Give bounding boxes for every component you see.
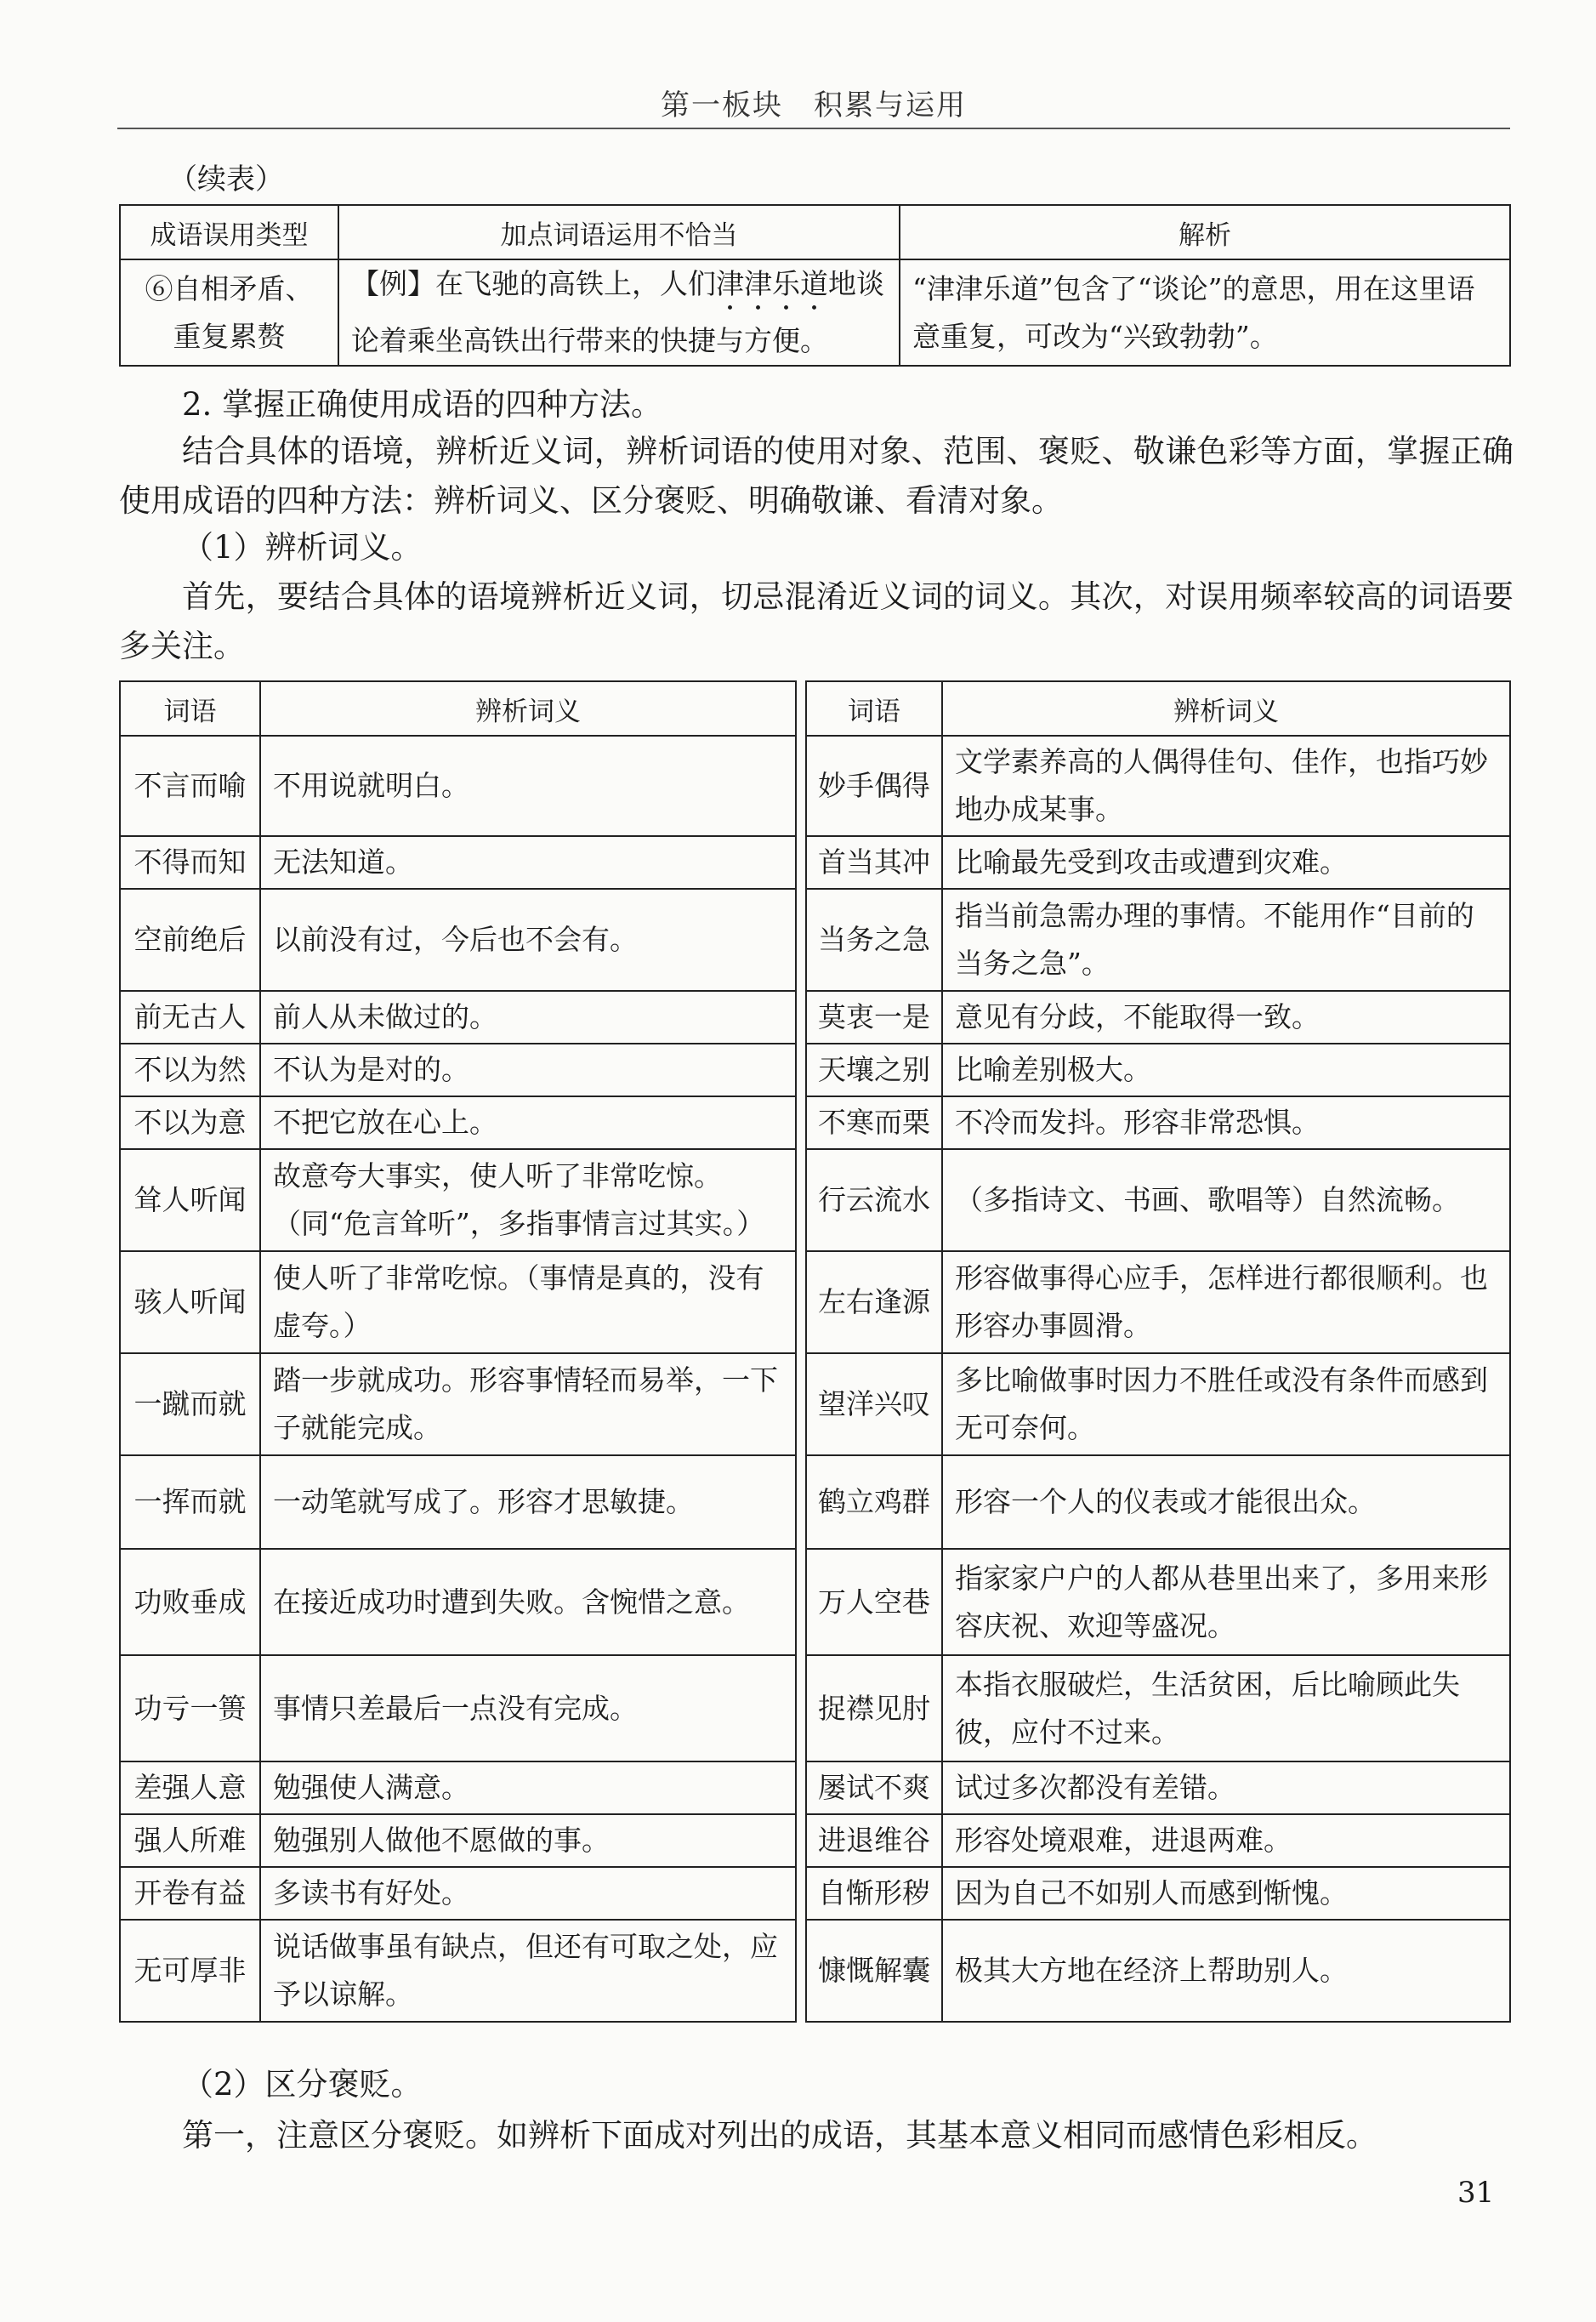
table-header-row bbox=[120, 205, 1510, 259]
idiom-meaning: 形容做事得心应手，怎样进行都很顺利。也形容办事圆滑。 bbox=[942, 1251, 1510, 1353]
idiom-word: 骇人听闻 bbox=[120, 1251, 260, 1353]
idiom-meaning-table bbox=[119, 680, 1511, 2023]
table-row bbox=[120, 1761, 1510, 1814]
idiom-word: 开卷有益 bbox=[120, 1867, 260, 1920]
idiom-meaning: 事情只差最后一点没有完成。 bbox=[260, 1655, 796, 1761]
idiom-word: 望洋兴叹 bbox=[806, 1353, 942, 1455]
idiom-word: 鹤立鸡群 bbox=[806, 1455, 942, 1549]
paragraph: 首先，要结合具体的语境辨析近义词，切忌混淆近义词的词义。其次，对误用频率较高的词语要多关注。 bbox=[119, 578, 1514, 664]
table-row bbox=[120, 1655, 1510, 1761]
column-header: 词语 bbox=[806, 681, 942, 736]
idiom-word: 一挥而就 bbox=[120, 1455, 260, 1549]
section-heading: 2. 掌握正确使用成语的四种方法。 bbox=[182, 386, 663, 423]
paragraph: 结合具体的语境，辨析近义词，辨析词语的使用对象、范围、褒贬、敬谦色彩等方面，掌握正确使用成语的四种方法：辨析词义、区分褒贬、明确敬谦、看清对象。 bbox=[119, 433, 1514, 519]
idiom-word: 功亏一篑 bbox=[120, 1655, 260, 1761]
idiom-meaning: 一动笔就写成了。形容才思敏捷。 bbox=[260, 1455, 796, 1549]
idiom-word: 不寒而栗 bbox=[806, 1096, 942, 1149]
column-header: 成语误用类型 bbox=[120, 205, 338, 259]
idiom-word: 一蹴而就 bbox=[120, 1353, 260, 1455]
idiom-meaning: 勉强使人满意。 bbox=[260, 1761, 796, 1814]
column-header: 辨析词义 bbox=[260, 681, 796, 736]
table-row bbox=[120, 1149, 1510, 1251]
idiom-word: 强人所难 bbox=[120, 1814, 260, 1867]
table-row bbox=[120, 1455, 1510, 1549]
idiom-meaning: 不认为是对的。 bbox=[260, 1044, 796, 1096]
idiom-meaning: 多读书有好处。 bbox=[260, 1867, 796, 1920]
table-row bbox=[120, 1867, 1510, 1920]
idiom-meaning: 无法知道。 bbox=[260, 836, 796, 889]
misuse-analysis: “津津乐道”包含了“谈论”的意思，用在这里语意重复，可改为“兴致勃勃”。 bbox=[900, 259, 1510, 366]
idiom-meaning: （多指诗文、书画、歌唱等）自然流畅。 bbox=[942, 1149, 1510, 1251]
misuse-table bbox=[119, 204, 1511, 367]
idiom-word: 耸人听闻 bbox=[120, 1149, 260, 1251]
idiom-word: 不以为然 bbox=[120, 1044, 260, 1096]
table-row bbox=[120, 836, 1510, 889]
idiom-meaning: 形容处境艰难，进退两难。 bbox=[942, 1814, 1510, 1867]
table-row bbox=[120, 259, 1510, 366]
idiom-meaning: 勉强别人做他不愿做的事。 bbox=[260, 1814, 796, 1867]
idiom-word: 左右逢源 bbox=[806, 1251, 942, 1353]
idiom-meaning: 试过多次都没有差错。 bbox=[942, 1761, 1510, 1814]
table-row bbox=[120, 1920, 1510, 2022]
idiom-word: 慷慨解囊 bbox=[806, 1920, 942, 2022]
table-row bbox=[120, 1251, 1510, 1353]
idiom-word: 空前绝后 bbox=[120, 889, 260, 991]
misuse-example: 【例】在飞驰的高铁上，人们津津乐道地谈论着乘坐高铁出行带来的快捷与方便。 bbox=[338, 259, 900, 366]
table-row bbox=[120, 1044, 1510, 1096]
idiom-meaning: 比喻最先受到攻击或遭到灾难。 bbox=[942, 836, 1510, 889]
idiom-meaning: 极其大方地在经济上帮助别人。 bbox=[942, 1920, 1510, 2022]
idiom-word: 首当其冲 bbox=[806, 836, 942, 889]
table-row bbox=[120, 1549, 1510, 1655]
idiom-word: 差强人意 bbox=[120, 1761, 260, 1814]
idiom-word: 不言而喻 bbox=[120, 736, 260, 836]
paragraph: 第一，注意区分褒贬。如辨析下面成对列出的成语，其基本意义相同而感情色彩相反。 bbox=[182, 2117, 1377, 2154]
misuse-type: ⑥自相矛盾、重复累赘 bbox=[120, 259, 338, 366]
table-row bbox=[120, 1096, 1510, 1149]
column-header: 加点词语运用不恰当 bbox=[338, 205, 900, 259]
idiom-meaning: 形容一个人的仪表或才能很出众。 bbox=[942, 1455, 1510, 1549]
table-row bbox=[120, 889, 1510, 991]
page-number: 31 bbox=[1457, 2176, 1495, 2210]
header-title: 第一板块 积累与运用 bbox=[661, 88, 967, 122]
idiom-meaning: 不把它放在心上。 bbox=[260, 1096, 796, 1149]
idiom-word: 妙手偶得 bbox=[806, 736, 942, 836]
continued-label: （续表） bbox=[168, 162, 284, 196]
subsection-heading: （2）区分褒贬。 bbox=[182, 2066, 423, 2103]
idiom-word: 捉襟见肘 bbox=[806, 1655, 942, 1761]
column-header: 辨析词义 bbox=[942, 681, 1510, 736]
idiom-meaning: 意见有分歧，不能取得一致。 bbox=[942, 991, 1510, 1044]
running-header bbox=[117, 75, 1510, 129]
idiom-word: 功败垂成 bbox=[120, 1549, 260, 1655]
idiom-meaning: 故意夸大事实，使人听了非常吃惊。（同“危言耸听”，多指事情言过其实。） bbox=[260, 1149, 796, 1251]
idiom-meaning: 前人从未做过的。 bbox=[260, 991, 796, 1044]
dotted-idiom: 津津乐道 bbox=[716, 267, 828, 300]
table-header-row bbox=[120, 681, 1510, 736]
idiom-meaning: 文学素养高的人偶得佳句、佳作，也指巧妙地办成某事。 bbox=[942, 736, 1510, 836]
idiom-meaning: 在接近成功时遭到失败。含惋惜之意。 bbox=[260, 1549, 796, 1655]
idiom-meaning: 使人听了非常吃惊。（事情是真的，没有虚夸。） bbox=[260, 1251, 796, 1353]
idiom-word: 莫衷一是 bbox=[806, 991, 942, 1044]
idiom-word: 当务之急 bbox=[806, 889, 942, 991]
idiom-meaning: 说话做事虽有缺点，但还有可取之处，应予以谅解。 bbox=[260, 1920, 796, 2022]
idiom-meaning: 多比喻做事时因力不胜任或没有条件而感到无可奈何。 bbox=[942, 1353, 1510, 1455]
table-row bbox=[120, 991, 1510, 1044]
idiom-word: 不得而知 bbox=[120, 836, 260, 889]
idiom-meaning: 比喻差别极大。 bbox=[942, 1044, 1510, 1096]
idiom-meaning: 不冷而发抖。形容非常恐惧。 bbox=[942, 1096, 1510, 1149]
idiom-meaning: 以前没有过，今后也不会有。 bbox=[260, 889, 796, 991]
idiom-meaning: 指家家户户的人都从巷里出来了，多用来形容庆祝、欢迎等盛况。 bbox=[942, 1549, 1510, 1655]
idiom-meaning: 指当前急需办理的事情。不能用作“目前的当务之急”。 bbox=[942, 889, 1510, 991]
idiom-word: 自惭形秽 bbox=[806, 1867, 942, 1920]
idiom-meaning: 本指衣服破烂，生活贫困，后比喻顾此失彼，应付不过来。 bbox=[942, 1655, 1510, 1761]
idiom-word: 进退维谷 bbox=[806, 1814, 942, 1867]
idiom-meaning: 因为自己不如别人而感到惭愧。 bbox=[942, 1867, 1510, 1920]
idiom-word: 万人空巷 bbox=[806, 1549, 942, 1655]
column-header: 解析 bbox=[900, 205, 1510, 259]
idiom-word: 天壤之别 bbox=[806, 1044, 942, 1096]
column-header: 词语 bbox=[120, 681, 260, 736]
table-row bbox=[120, 736, 1510, 836]
idiom-word: 行云流水 bbox=[806, 1149, 942, 1251]
column-gap bbox=[796, 681, 806, 2022]
idiom-meaning: 不用说就明白。 bbox=[260, 736, 796, 836]
idiom-word: 无可厚非 bbox=[120, 1920, 260, 2022]
table-row bbox=[120, 1353, 1510, 1455]
idiom-word: 前无古人 bbox=[120, 991, 260, 1044]
idiom-meaning: 踏一步就成功。形容事情轻而易举，一下子就能完成。 bbox=[260, 1353, 796, 1455]
idiom-word: 屡试不爽 bbox=[806, 1761, 942, 1814]
table-row bbox=[120, 1814, 1510, 1867]
subsection-heading: （1）辨析词义。 bbox=[182, 529, 423, 566]
idiom-word: 不以为意 bbox=[120, 1096, 260, 1149]
